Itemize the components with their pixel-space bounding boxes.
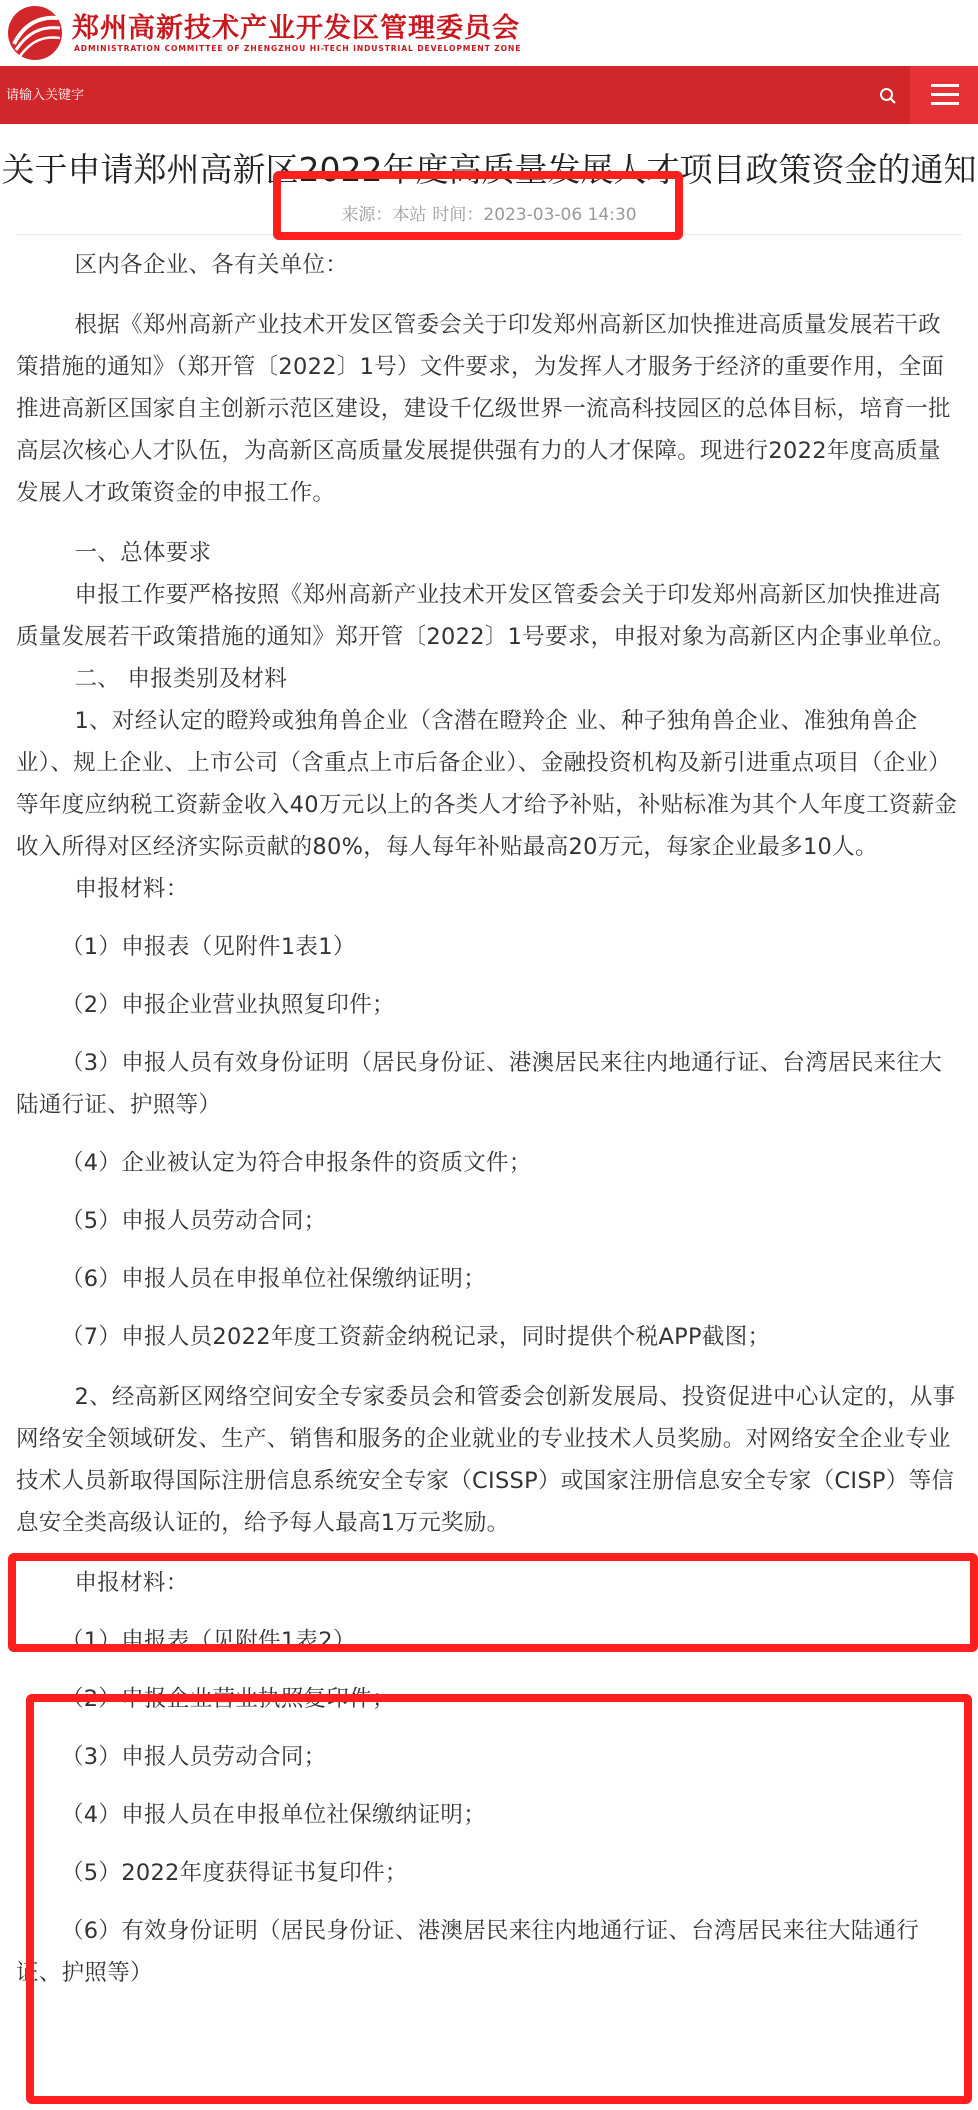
materials-label: 申报材料：: [74, 876, 189, 902]
list-item: （5）申报人员劳动合同；: [61, 1208, 327, 1234]
top-navbar: [0, 66, 978, 124]
article-title: 关于申请郑州高新区2022年度高质量发展人才项目政策资金的通知: [1, 150, 977, 189]
article-source: 来源：本站: [341, 205, 427, 225]
section-heading: 二、 申报类别及材料: [74, 666, 288, 692]
section-body: 申报工作要严格按照《郑州高新产业技术开发区管委会关于印发郑州高新区加快推进高质量发展若干政策措施的通知》郑开管〔2022〕1号要求，申报对象为高新区内企事业单位。: [16, 582, 956, 650]
intro-paragraph: 根据《郑州高新产业技术开发区管委会关于印发郑州高新区加快推进高质量发展若干政策措施的通知》（郑开管〔2022〕1号）文件要求，为发挥人才服务于经济的重要作用，全面推进高新区国家自主创新示范区建设，建设千亿级世界一流高科技园区的总体目标，培育一批高层次核心人才队伍，为高新区高质量发展提供强有力的人才保障。现进行2022年度高质量发展人才政策资金的申报工作。: [16, 312, 951, 506]
item-paragraph: 2、经高新区网络空间安全专家委员会和管委会创新发展局、投资促进中心认定的，从事网络安全领域研发、生产、销售和服务的企业就业的专业技术人员奖励。对网络安全企业专业技术人员新取得国际注册信息系统安全专家（CISSP）或国家注册信息安全专家（CISP）等信息安全类高级认证的，给予每人最高1万元奖励。: [16, 1384, 956, 1536]
site-title: 郑州高新技术产业开发区管理委员会: [72, 13, 520, 44]
list-item: （2）申报企业营业执照复印件；: [61, 1686, 395, 1712]
list-item: （2）申报企业营业执照复印件；: [61, 992, 395, 1018]
materials-label: 申报材料：: [74, 1570, 189, 1596]
article-time: 时间：2023-03-06 14:30: [432, 205, 637, 225]
section-heading: 一、总体要求: [74, 540, 212, 566]
list-item: （7）申报人员2022年度工资薪金纳税记录，同时提供个税APP截图；: [61, 1324, 771, 1350]
list-item: （6）有效身份证明（居民身份证、港澳居民来往内地通行证、台湾居民来往大陆通行证、护照等）: [16, 1918, 920, 1986]
site-logo-icon[interactable]: [6, 4, 64, 62]
site-subtitle: ADMINISTRATION COMMITTEE OF ZHENGZHOU HI-TECH INDUSTRIAL DEVELOPMENT ZONE: [74, 44, 522, 53]
item-paragraph: 1、对经认定的瞪羚或独角兽企业（含潜在瞪羚企 业、种子独角兽企业、准独角兽企业）、规上企业、上市公司（含重点上市后备企业）、金融投资机构及新引进重点项目（企业）等年度应纳税工资薪金收入40万元以上的各类人才给予补贴，补贴标准为其个人年度工资薪金收入所得对区经济实际贡献的80%，每人每年补贴最高20万元，每家企业最多10人。: [16, 708, 958, 860]
greeting: 区内各企业、各有关单位：: [74, 252, 349, 278]
list-item: （3）申报人员劳动合同；: [61, 1744, 327, 1770]
list-item: （3）申报人员有效身份证明（居民身份证、港澳居民来往内地通行证、台湾居民来往大陆通行证、护照等）: [16, 1050, 943, 1118]
list-item: （1）申报表（见附件1表1）: [61, 934, 356, 960]
menu-icon: [931, 84, 959, 87]
list-item: （4）申报人员在申报单位社保缴纳证明；: [61, 1802, 487, 1828]
site-header: [0, 0, 978, 66]
article-body: [16, 244, 960, 1994]
list-item: （6）申报人员在申报单位社保缴纳证明；: [61, 1266, 487, 1292]
menu-button[interactable]: [910, 66, 978, 124]
article-meta: [0, 200, 978, 225]
divider: [16, 234, 962, 235]
search-input[interactable]: [0, 80, 866, 110]
list-item: （1）申报表（见附件1表2）: [61, 1628, 356, 1654]
menu-icon: [931, 93, 959, 96]
menu-icon: [931, 102, 959, 105]
list-item: （5）2022年度获得证书复印件；: [61, 1860, 408, 1886]
list-item: （4）企业被认定为符合申报条件的资质文件；: [61, 1150, 532, 1176]
search-icon[interactable]: [878, 86, 898, 106]
